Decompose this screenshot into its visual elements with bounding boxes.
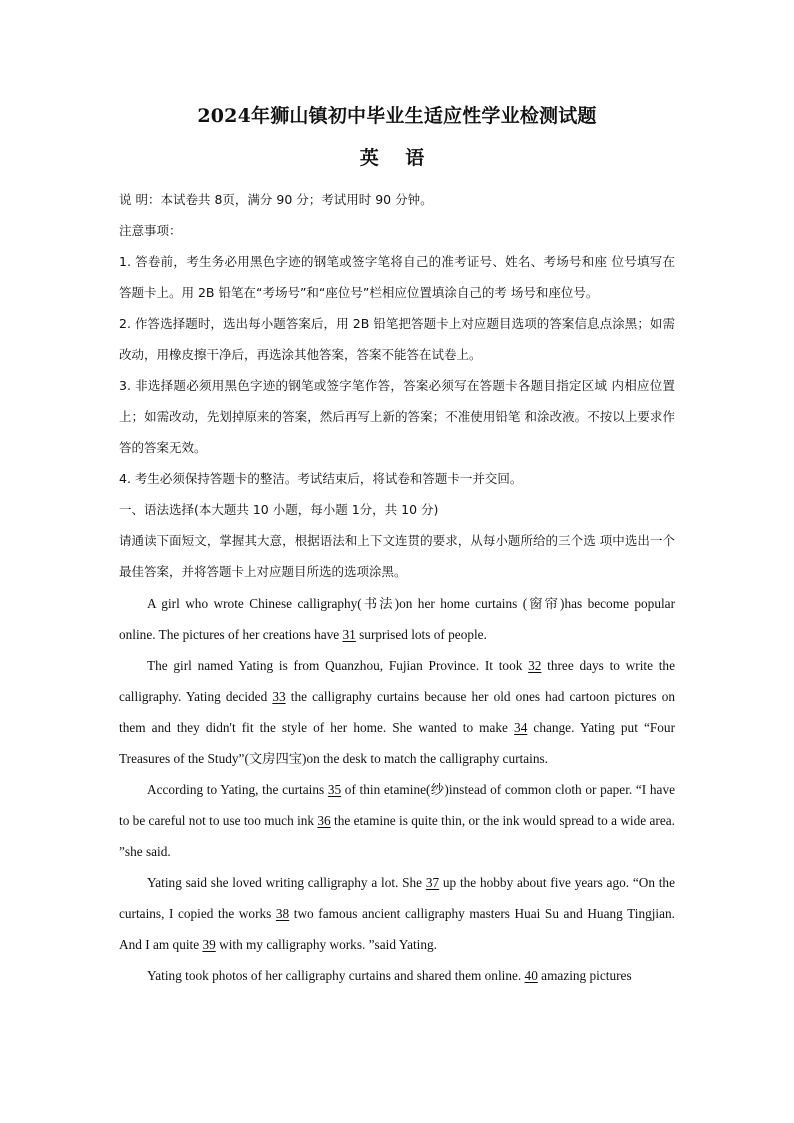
passage-text: three days to write the calligraphy. Yating decided — [119, 658, 675, 704]
passage-text: two famous ancient calligraphy masters Huai Su and Huang Tingjian. And I am quite — [119, 906, 676, 952]
passage-text: with my calligraphy works. ”said Yating. — [215, 937, 437, 952]
blank-37: 37 — [425, 875, 440, 890]
blank-36: 36 — [317, 813, 331, 828]
subject-heading: 英 语 — [359, 147, 435, 169]
note-item-3: 3. 非选择题必须用黑色字迹的钢笔或签字笔作答，答案必须写在答题卡各题目指定区域 内相应位置上；如需改动，先划掉原来的答案，然后再写上新的答案；不准使用铅笔 和涂改液。不按以上要求作答的答案无效。 — [119, 378, 675, 455]
passage-paragraph-3 — [119, 774, 675, 867]
passage-text: the etamine is quite thin, or the ink would spread to a wide area. ”she said. — [119, 813, 675, 859]
exam-body — [119, 184, 675, 991]
note-item-4: 4. 考生必须保持答题卡的整洁。考试结束后，将试卷和答题卡一并交回。 — [119, 471, 523, 486]
exam-description: 说 明：本试卷共 8页，满分 90 分；考试用时 90 分钟。 — [119, 192, 433, 207]
passage-text: up the hobby about five years ago. “On the curtains, I copied the works — [119, 875, 675, 921]
page-title: 2024年狮山镇初中毕业生适应性学业检测试题 — [197, 105, 597, 127]
blank-31: 31 — [342, 627, 356, 642]
passage-text: A girl who wrote Chinese calligraphy(书法)on her home curtains (窗帘)has become popular online. The pictures of her creations have — [119, 596, 675, 642]
passage-paragraph-4 — [119, 867, 675, 960]
passage-text: According to Yating, the curtains — [147, 782, 328, 797]
passage-text: The girl named Yating is from Quanzhou, Fujian Province. It took — [147, 658, 529, 673]
blank-32: 32 — [528, 658, 542, 673]
passage-paragraph-1 — [119, 588, 675, 650]
blank-34: 34 — [514, 720, 528, 735]
passage-paragraph-2 — [119, 650, 675, 774]
passage — [119, 588, 675, 991]
passage-text: Yating took photos of her calligraphy curtains and shared them online. — [147, 968, 525, 983]
blank-39: 39 — [202, 937, 216, 952]
blank-38: 38 — [275, 906, 290, 921]
note-item-1: 1. 答卷前，考生务必用黑色字迹的钢笔或签字笔将自己的准考证号、姓名、考场号和座 位号填写在答题卡上。用 2B 铅笔在“考场号”和“座位号”栏相应位置填涂自己的考 场号和座位号。 — [119, 254, 675, 300]
passage-text: Yating said she loved writing calligraphy a lot. She — [147, 875, 426, 890]
passage-text: of thin etamine(纱)instead of common cloth or paper. “I have to be careful not to use too much ink — [119, 782, 675, 828]
section-heading: 一、语法选择(本大题共 10 小题，每小题 1分，共 10 分) — [119, 502, 439, 517]
blank-40: 40 — [524, 968, 538, 983]
section-instruction: 请通读下面短文，掌握其大意，根据语法和上下文连贯的要求，从每小题所给的三个选 项中选出一个最佳答案，并将答题卡上对应题目所选的选项涂黑。 — [119, 533, 675, 579]
passage-text: the calligraphy curtains because her old ones had cartoon pictures on them and they didn't fit the style of her home. She wanted to make — [119, 689, 675, 735]
passage-text: surprised lots of people. — [355, 627, 487, 642]
blank-35: 35 — [327, 782, 342, 797]
passage-text: change. Yating put “Four Treasures of the Study”(文房四宝)on the desk to match the calligraphy curtains. — [119, 720, 675, 766]
notes-header: 注意事项： — [119, 223, 182, 238]
note-item-2: 2. 作答选择题时，选出每小题答案后，用 2B 铅笔把答题卡上对应题目选项的答案信息点涂黑；如需改动，用橡皮擦干净后，再选涂其他答案，答案不能答在试卷上。 — [119, 316, 675, 362]
blank-33: 33 — [272, 689, 286, 704]
passage-text: amazing pictures — [537, 968, 632, 983]
passage-paragraph-5 — [119, 960, 675, 991]
